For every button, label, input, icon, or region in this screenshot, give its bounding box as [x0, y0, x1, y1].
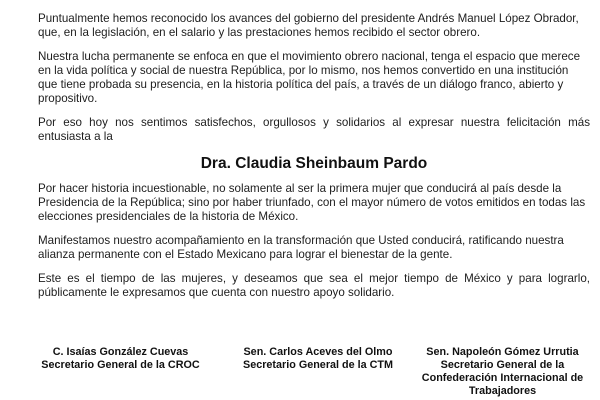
signatory-name: Sen. Carlos Aceves del Olmo	[243, 346, 393, 358]
paragraph-acompanamiento: Manifestamos nuestro acompañamiento en la transformación que Usted conducirá, ratificando nuestra alianza permanente con el Estado Mexicano para lograr el bienestar de la gente.	[38, 234, 564, 261]
paragraph-felicitacion: Por eso hoy nos sentimos satisfechos, orgullosos y solidarios al expresar nuestra felicitación más entusiasta a la	[38, 116, 590, 143]
paragraph-historia: Por hacer historia incuestionable, no solamente al ser la primera mujer que conducirá al país desde la Presidencia de la República; sino por haber triunfado, con el mayor número de votos emitidos en todas las elecciones presidenciales de la historia de México.	[38, 182, 586, 223]
signatory-title: Trabajadores	[468, 385, 537, 397]
signatory-name: Sen. Napoleón Gómez Urrutia	[426, 346, 579, 358]
paragraph-avances: Puntualmente hemos reconocido los avances del gobierno del presidente Andrés Manuel López Obrador, que, en la legislación, en el salario y las prestaciones hemos recibido el sector obrero.	[38, 12, 579, 39]
honoree-name: Dra. Claudia Sheinbaum Pardo	[200, 155, 428, 172]
signatory-confederacion	[415, 346, 590, 398]
signatory-title: Secretario General de la	[440, 359, 565, 371]
signatory-title: Secretario General de la CTM	[243, 359, 394, 371]
paragraph-lucha: Nuestra lucha permanente se enfoca en que el movimiento obrero nacional, tenga el espacio que merece en la vida política y social de nuestra República, por lo mismo, nos hemos convertido en una institución que tiene probada su presencia, en la historia política del país, a través de un diálogo franco, abierto y propositivo.	[38, 50, 581, 105]
signatory-ctm	[243, 346, 393, 398]
signatory-title: Confederación Internacional de	[421, 372, 584, 384]
signatory-name: C. Isaías González Cuevas	[52, 346, 189, 358]
signature-block	[38, 346, 590, 398]
signatory-title: Secretario General de la CROC	[41, 359, 200, 371]
paragraph-tiempo-mujeres: Este es el tiempo de las mujeres, y deseamos que sea el mejor tiempo de México y para lograrlo, públicamente le expresamos que cuenta con nuestro apoyo solidario.	[38, 272, 590, 299]
signatory-croc	[38, 346, 203, 398]
